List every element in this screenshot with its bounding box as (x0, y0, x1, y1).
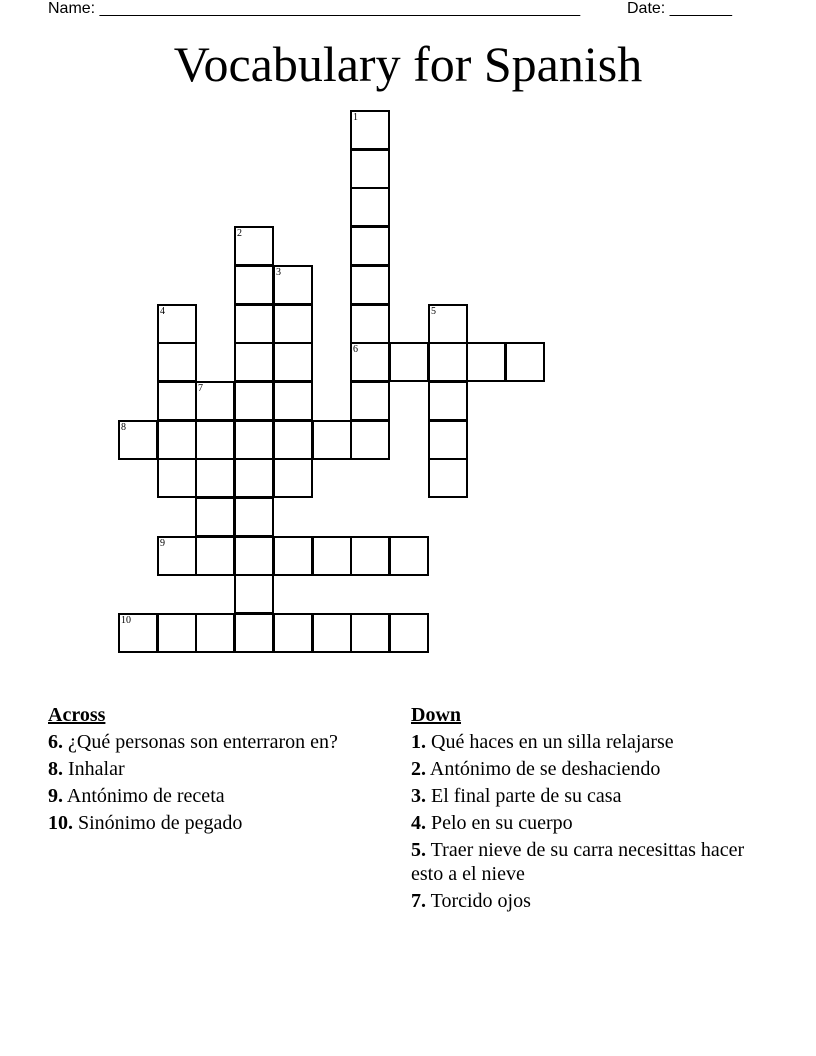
cell-number: 1 (353, 112, 358, 123)
crossword-cell[interactable] (273, 613, 313, 653)
down-clue-5 (411, 838, 756, 886)
crossword-cell[interactable] (273, 420, 313, 460)
crossword-cell[interactable] (350, 536, 390, 576)
crossword-cell[interactable] (234, 497, 274, 537)
clue-text: El final parte de su casa (431, 785, 622, 807)
cell-number: 4 (160, 306, 165, 317)
crossword-cell[interactable] (350, 381, 390, 421)
crossword-cell[interactable] (389, 613, 429, 653)
cell-number: 2 (237, 228, 242, 239)
clue-number: 10. (48, 812, 73, 834)
across-clue-9 (48, 784, 388, 808)
crossword-cell[interactable] (234, 574, 274, 614)
clue-number: 7. (411, 890, 426, 912)
crossword-cell[interactable] (428, 458, 468, 498)
crossword-cell[interactable] (273, 536, 313, 576)
clue-number: 9. (48, 785, 63, 807)
crossword-cell[interactable] (350, 613, 390, 653)
down-clue-3 (411, 784, 756, 808)
crossword-cell[interactable] (273, 304, 313, 344)
clue-number: 2. (411, 758, 426, 780)
clue-text: Sinónimo de pegado (78, 812, 243, 834)
crossword-cell[interactable] (234, 342, 274, 382)
crossword-cell[interactable] (350, 420, 390, 460)
crossword-cell[interactable] (350, 342, 390, 382)
crossword-cell[interactable] (389, 342, 429, 382)
crossword-cell[interactable] (312, 536, 352, 576)
crossword-cell[interactable] (157, 381, 197, 421)
crossword-cell[interactable] (428, 342, 468, 382)
clue-text: Qué haces en un silla relajarse (431, 731, 674, 753)
cell-number: 3 (276, 267, 281, 278)
crossword-cell[interactable] (234, 304, 274, 344)
page-title: Vocabulary for Spanish (173, 36, 643, 92)
crossword-cell[interactable] (195, 497, 235, 537)
down-clue-4 (411, 811, 756, 835)
crossword-cell[interactable] (312, 420, 352, 460)
crossword-cell[interactable] (273, 342, 313, 382)
down-heading: Down (411, 704, 462, 726)
clue-text: Pelo en su cuerpo (431, 812, 573, 834)
clue-text: ¿Qué personas son enterraron en? (68, 731, 338, 753)
crossword-cell[interactable] (118, 420, 158, 460)
across-clue-6 (48, 730, 388, 754)
clue-number: 1. (411, 731, 426, 753)
down-clue-2 (411, 757, 756, 781)
crossword-cell[interactable] (350, 265, 390, 305)
crossword-cell[interactable] (350, 187, 390, 227)
clue-text: Torcido ojos (430, 890, 531, 912)
crossword-cell[interactable] (273, 381, 313, 421)
crossword-cell[interactable] (118, 613, 158, 653)
crossword-cell[interactable] (350, 304, 390, 344)
clue-number: 3. (411, 785, 426, 807)
crossword-cell[interactable] (428, 381, 468, 421)
clue-number: 4. (411, 812, 426, 834)
cell-number: 6 (353, 344, 358, 355)
crossword-cell[interactable] (157, 420, 197, 460)
cell-number: 8 (121, 422, 126, 433)
crossword-cell[interactable] (157, 458, 197, 498)
crossword-cell[interactable] (234, 226, 274, 266)
crossword-cell[interactable] (312, 613, 352, 653)
crossword-cell[interactable] (273, 458, 313, 498)
crossword-cell[interactable] (195, 381, 235, 421)
clue-text: Traer nieve de su carra necesittas hacer esto a el nieve (411, 839, 745, 885)
crossword-cell[interactable] (195, 420, 235, 460)
crossword-cell[interactable] (505, 342, 545, 382)
clue-text: Antónimo de se deshaciendo (429, 758, 661, 780)
crossword-cell[interactable] (273, 265, 313, 305)
down-clues (411, 703, 756, 916)
crossword-cell[interactable] (466, 342, 506, 382)
crossword-cell[interactable] (234, 420, 274, 460)
date-line[interactable]: Date: _______ (627, 0, 732, 17)
crossword-cell[interactable] (350, 149, 390, 189)
clue-number: 5. (411, 839, 426, 861)
clue-text: Antónimo de receta (66, 785, 225, 807)
crossword-cell[interactable] (157, 613, 197, 653)
crossword-cell[interactable] (234, 265, 274, 305)
crossword-cell[interactable] (389, 536, 429, 576)
clue-text: Inhalar (68, 758, 125, 780)
crossword-cell[interactable] (234, 613, 274, 653)
cell-number: 5 (431, 306, 436, 317)
crossword-cell[interactable] (195, 458, 235, 498)
across-clues (48, 703, 388, 838)
down-clue-1 (411, 730, 756, 754)
crossword-cell[interactable] (350, 226, 390, 266)
across-clue-8 (48, 757, 388, 781)
crossword-cell[interactable] (195, 613, 235, 653)
crossword-cell[interactable] (157, 304, 197, 344)
crossword-cell[interactable] (195, 536, 235, 576)
name-line[interactable]: Name: ______________________________________________________ (48, 0, 581, 17)
crossword-cell[interactable] (157, 342, 197, 382)
across-heading: Across (48, 704, 106, 726)
clue-number: 6. (48, 731, 63, 753)
crossword-cell[interactable] (428, 420, 468, 460)
cell-number: 10 (121, 615, 131, 626)
cell-number: 7 (198, 383, 203, 394)
crossword-cell[interactable] (157, 536, 197, 576)
clue-number: 8. (48, 758, 63, 780)
crossword-cell[interactable] (234, 536, 274, 576)
down-clue-7 (411, 889, 756, 913)
across-clue-10 (48, 811, 388, 835)
crossword-cell[interactable] (428, 304, 468, 344)
cell-number: 9 (160, 538, 165, 549)
crossword-cell[interactable] (350, 110, 390, 150)
crossword-cell[interactable] (234, 458, 274, 498)
crossword-cell[interactable] (234, 381, 274, 421)
